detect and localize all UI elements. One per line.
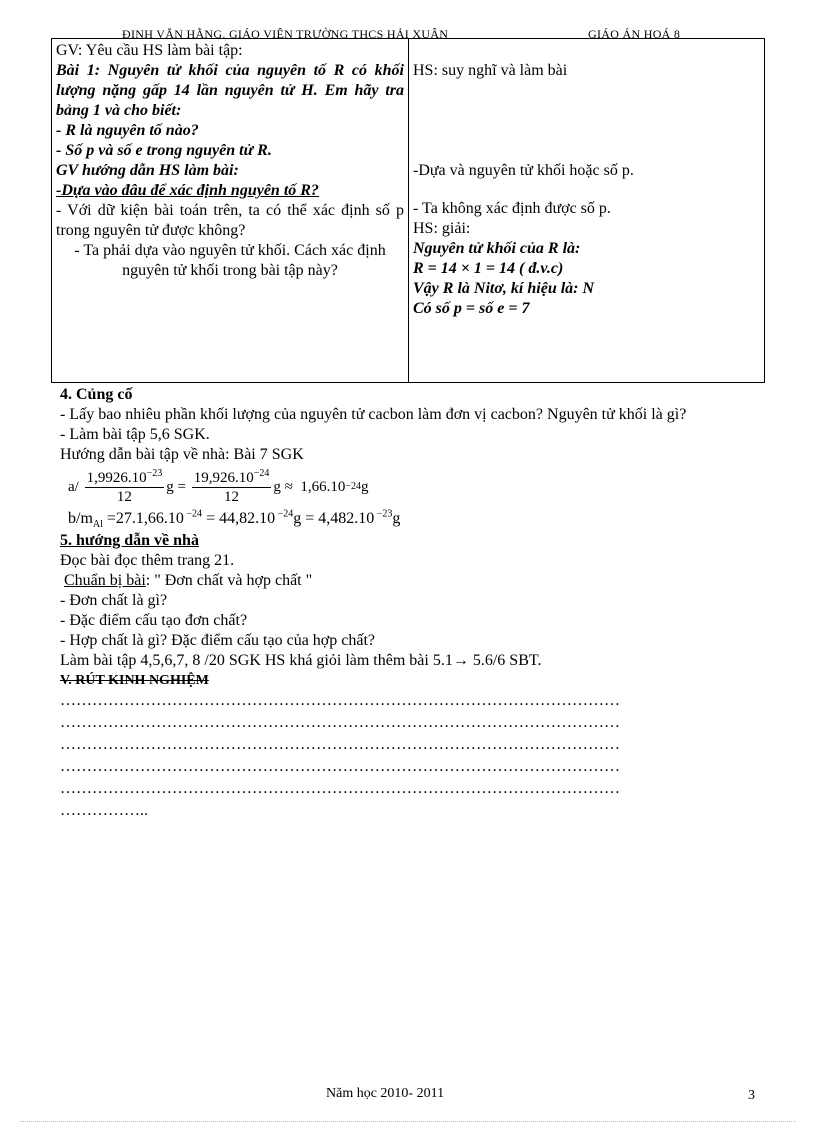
student-answer-basis: -Dựa và nguyên tử khối hoặc số p. <box>413 162 634 179</box>
formula-a: a/ $\frac{1,9926.10^{-23}}{12}$ g = $\frac{19,926.10^{-24}}{12}$ g ≈ 1,66.10 −24 g <box>68 467 369 505</box>
formula-b-exp-2: −24 <box>275 508 294 520</box>
fraction-1-exponent: −23 <box>146 467 163 479</box>
fraction-2 <box>192 469 272 506</box>
section-5-prepare <box>60 571 760 591</box>
teacher-guide-heading: GV hướng dẫn HS làm bài: <box>56 162 239 179</box>
fraction-1 <box>85 469 165 506</box>
question-atomic-mass: - Ta phải dựa vào nguyên tử khối. Cách xác định nguyên tử khối trong bài tập này? <box>74 242 386 279</box>
dots-line-4: …………………………………………………………………………………………… <box>60 758 620 775</box>
fraction-1-denominator: 12 <box>116 488 132 505</box>
section-5-line-2: - Đơn chất là gì? <box>60 592 168 609</box>
fraction-2-exponent: −24 <box>253 467 270 479</box>
student-activity-cell <box>409 39 765 383</box>
dots-line-5: …………………………………………………………………………………………… <box>60 780 620 797</box>
header-author: ĐINH VĂN HẰNG. GIÁO VIÊN TRƯỜNG THCS HẢI XUÂN <box>122 27 449 38</box>
question-determine-p: - Với dữ kiện bài toán trên, ta có thể xác định số p trong nguyên tử được không? <box>56 202 404 239</box>
solution-line-2: R = 14 × 1 = 14 ( đ.v.c) <box>413 260 564 277</box>
question-basis: -Dựa vào đâu để xác định nguyên tố R? <box>56 182 319 199</box>
formula-b-part-3: = 44,82.10 <box>202 510 276 527</box>
formula-b-part-4: g = 4,482.10 <box>293 510 375 527</box>
formula-b-exp-1: −24 <box>183 508 203 520</box>
formula-a-label: a/ <box>68 479 79 495</box>
section-4-line-2: - Làm bài tập 5,6 SGK. <box>60 426 210 443</box>
formula-b <box>60 509 760 533</box>
lesson-content <box>60 385 760 823</box>
lesson-activity-table <box>51 38 765 383</box>
school-year: Năm học 2010- 2011 <box>326 1086 445 1101</box>
section-5-line-5: Làm bài tập 4,5,6,7, 8 /20 SGK HS khá giỏi làm thêm bài 5.1→ 5.6/6 SBT. <box>60 652 542 669</box>
formula-b-mass: b/m <box>68 510 93 527</box>
prepare-title: : " Đơn chất và hợp chất " <box>145 572 313 589</box>
formula-b-part-2: =27.1,66.10 <box>102 510 184 527</box>
fraction-2-numerator: 19,926.10 <box>193 469 254 486</box>
question-p-e: - Số p và số e trong nguyên tử R. <box>56 142 272 159</box>
section-4-title: 4. Củng cố <box>60 386 133 403</box>
question-element: - R là nguyên tố nào? <box>56 122 199 139</box>
section-5-line-3: - Đặc điểm cấu tạo đơn chất? <box>60 612 248 629</box>
page-footer <box>0 1084 816 1104</box>
dots-line-3: …………………………………………………………………………………………… <box>60 736 620 753</box>
student-answer-no-p: - Ta không xác định được số p. <box>413 200 611 217</box>
solution-line-3: Vậy R là Nitơ, kí hiệu là: N <box>413 280 595 297</box>
formula-b-subscript: Al <box>92 519 103 531</box>
section-5-line-1: Đọc bài đọc thêm trang 21. <box>60 552 235 569</box>
page-number: 3 <box>748 1088 755 1103</box>
section-4-line-3: Hướng dẫn bài tập về nhà: Bài 7 SGK <box>60 446 304 463</box>
formula-a-unit-2: g ≈ <box>273 479 293 495</box>
dots-line-1: …………………………………………………………………………………………… <box>60 692 620 709</box>
dots-line-6: …………….. <box>60 802 148 819</box>
page-header <box>122 22 722 38</box>
teacher-request: GV: Yêu cầu HS làm bài tập: <box>56 42 243 59</box>
fraction-2-denominator: 12 <box>224 488 239 505</box>
prepare-label: Chuẩn bị bài <box>64 572 146 589</box>
solution-line-4: Có số p = số e = 7 <box>413 300 530 317</box>
section-5-line-4: - Hợp chất là gì? Đặc điểm cấu tạo của hợp chất? <box>60 632 375 649</box>
bottom-divider <box>20 1121 796 1122</box>
section-4-line-1: - Lấy bao nhiêu phần khối lượng của nguyên tử cacbon làm đơn vị cacbon? Nguyên tử khối là gì? <box>60 406 687 423</box>
formula-a-result: 1,66.10 <box>300 479 346 495</box>
solution-line-1: Nguyên tử khối của R là: <box>413 240 581 257</box>
section-v-title: V. RÚT KINH NGHIỆM <box>60 673 209 688</box>
teacher-activity-cell <box>52 39 409 383</box>
formula-a-unit-3: g <box>360 479 369 495</box>
student-solve-label: HS: giải: <box>413 220 471 237</box>
fraction-1-numerator: 1,9926.10 <box>86 469 147 486</box>
exercise-1-prompt: Bài 1: Nguyên tử khối của nguyên tố R có khối lượng nặng gấp 14 lần nguyên tử H. Em hãy tra bảng 1 và cho biết: <box>56 62 404 119</box>
dots-line-2: …………………………………………………………………………………………… <box>60 714 620 731</box>
header-subject: GIÁO ÁN HOÁ 8 <box>588 27 681 38</box>
formula-b-exp-3: −23 <box>374 508 393 520</box>
student-answer-think: HS: suy nghĩ và làm bài <box>413 62 568 79</box>
formula-b-unit: g <box>392 510 401 527</box>
section-5-title: 5. hướng dẫn về nhà <box>60 532 199 549</box>
formula-a-unit-1: g = <box>166 479 186 495</box>
